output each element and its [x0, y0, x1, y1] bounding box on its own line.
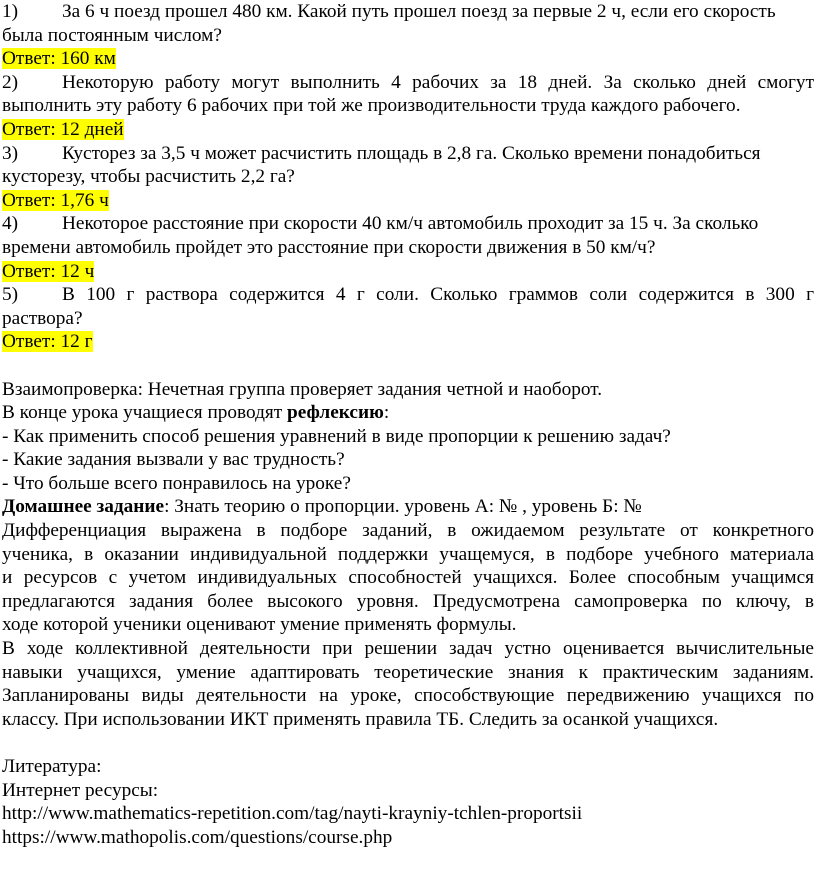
literature-heading: Литература: [2, 756, 102, 777]
internet-resources-heading: Интернет ресурсы: [2, 779, 159, 801]
paragraph-line: ходе которой ученики оценивают умение применять формулы. [2, 614, 517, 636]
task-number: 1) [2, 1, 19, 22]
task-item [2, 71, 814, 142]
task-answer: Ответ: 12 г [2, 331, 93, 353]
paragraph-line: классу. При использовании ИКТ применять правила ТБ. Следить за осанкой учащихся. [2, 708, 719, 730]
peer-check-text: Взаимопроверка: Нечетная группа проверяет задания четной и наоборот. [2, 378, 603, 400]
task-item [2, 142, 814, 213]
task-second-line: выполнить эту работу 6 рабочих при той же производительности труда каждого рабочего. [2, 95, 741, 117]
task-item [2, 283, 814, 354]
document-body [2, 0, 814, 849]
task-first-line [2, 212, 814, 236]
task-item [2, 212, 814, 283]
task-number: 2) [2, 71, 19, 93]
task-text: Некоторую работу могут выполнить 4 рабочих за 18 дней. За сколько дней смогут [62, 71, 814, 93]
collective-activity-paragraph [2, 637, 814, 731]
resource-link[interactable]: https://www.mathopolis.com/questions/course.php [2, 826, 393, 848]
task-first-line [2, 71, 814, 95]
blank-line [2, 354, 814, 378]
homework-label: Домашнее задание [2, 496, 165, 518]
task-second-line: была постоянным числом? [2, 24, 222, 46]
paragraph-line: навыки учащихся, умение адаптировать теоретические знания к практическим заданиям. [2, 661, 814, 683]
task-text: За 6 ч поезд прошел 480 км. Какой путь прошел поезд за первые 2 ч, если его скорость [62, 1, 776, 22]
task-text: Некоторое расстояние при скорости 40 км/ч автомобиль проходит за 15 ч. За сколько [62, 213, 759, 235]
reflection-keyword: рефлексию [287, 402, 384, 424]
homework-text: : Знать теорию о пропорции. уровень А: № , уровень Б: № [164, 496, 642, 518]
task-second-line: раствора? [2, 307, 83, 329]
differentiation-paragraph [2, 519, 814, 637]
task-number: 4) [2, 213, 19, 235]
reflection-intro [2, 401, 814, 425]
paragraph-line: ученика, в оказании индивидуальной поддержки учащемуся, в подборе учебного материала [2, 543, 814, 565]
task-answer: Ответ: 12 дней [2, 118, 124, 140]
task-text: В 100 г раствора содержится 4 г соли. Сколько граммов соли содержится в 300 г [62, 284, 814, 306]
paragraph-line: В ходе коллективной деятельности при решении задач устно оценивается вычислительные [2, 638, 814, 660]
paragraph-line: Дифференциация выражена в подборе заданий, в ожидаемом результате от конкретного [2, 520, 814, 542]
task-second-line: кусторезу, чтобы расчистить 2,2 га? [2, 166, 295, 188]
task-answer: Ответ: 1,76 ч [2, 189, 109, 211]
reflection-prefix: В конце урока учащиеся проводят [2, 402, 288, 424]
reflection-suffix: : [383, 402, 390, 424]
reflection-question: - Как применить способ решения уравнений в виде пропорции к решению задач? [2, 425, 671, 447]
homework [2, 495, 814, 519]
reflection-question: - Что больше всего понравилось на уроке? [2, 472, 351, 494]
task-answer: Ответ: 12 ч [2, 260, 95, 282]
blank-line [2, 731, 814, 755]
task-first-line [2, 0, 814, 24]
task-number: 3) [2, 142, 19, 164]
reflection-question: - Какие задания вызвали у вас трудность? [2, 449, 345, 471]
paragraph-line: Запланированы виды деятельности на уроке, способствующие передвижению учащихся по [2, 685, 814, 707]
resource-link[interactable]: http://www.mathematics-repetition.com/tag/nayti-krayniy-tchlen-proportsii [2, 803, 583, 825]
paragraph-line: предлагаются задания более высокого уровня. Предусмотрена самопроверка по ключу, в [2, 590, 814, 612]
task-first-line [2, 142, 814, 166]
task-first-line [2, 283, 814, 307]
paragraph-line: и ресурсов с учетом индивидуальных способностей учащихся. Более способным учащимся [2, 567, 814, 589]
task-second-line: времени автомобиль пройдет это расстояние при скорости движения в 50 км/ч? [2, 236, 656, 258]
task-item [2, 0, 814, 71]
task-number: 5) [2, 284, 19, 306]
task-text: Кусторез за 3,5 ч может расчистить площадь в 2,8 га. Сколько времени понадобиться [62, 142, 761, 164]
task-answer: Ответ: 160 км [2, 48, 116, 70]
